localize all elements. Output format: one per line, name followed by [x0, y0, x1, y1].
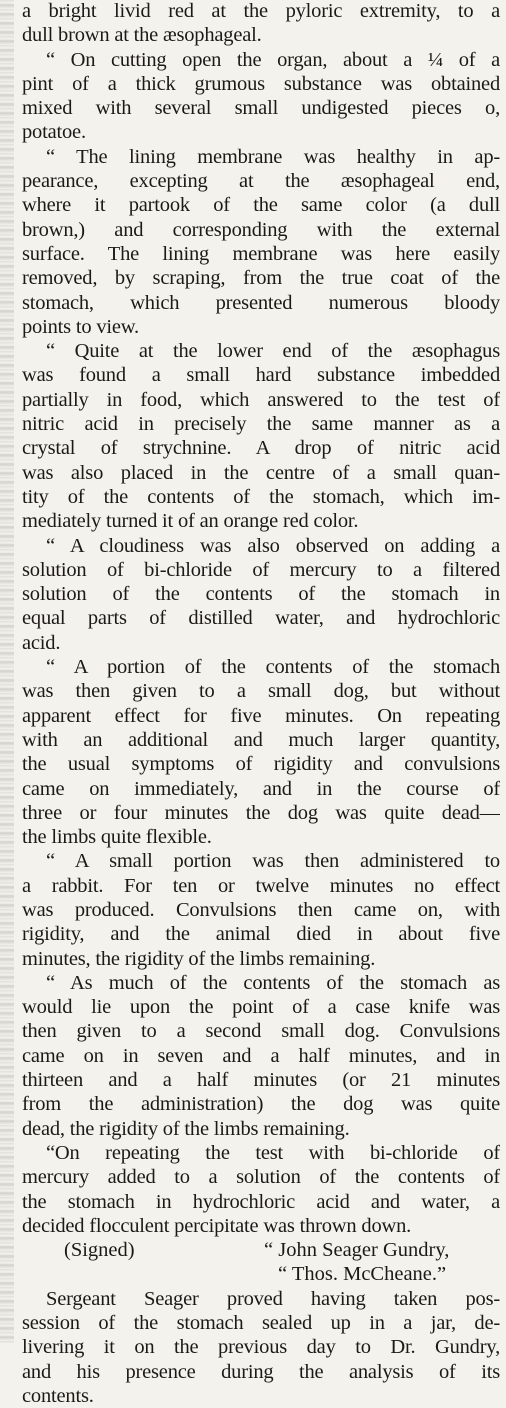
signature-line-2: [22, 1262, 500, 1286]
text-line: solution of bi-chloride of mercury to a filtered: [22, 558, 500, 581]
text-line: “ Quite at the lower end of the æsophagus: [46, 340, 500, 363]
text-line: “ A cloudiness was also observed on adding a: [46, 534, 500, 557]
text-line: the usual symptoms of rigidity and convulsions: [22, 753, 500, 776]
text-line: then given to a second small dog. Convulsions: [22, 1020, 500, 1043]
text-line: “ On cutting open the organ, about a ¼ of a: [46, 48, 500, 71]
text-line: contents.: [22, 1384, 94, 1407]
text-line: equal parts of distilled water, and hydrochloric: [22, 607, 500, 630]
text-line: Sergeant Seager proved having taken pos-: [46, 1287, 500, 1310]
text-line: mercury added to a solution of the contents of: [22, 1166, 500, 1189]
article-column: [22, 0, 500, 1408]
text-line: removed, by scraping, from the true coat of the: [22, 267, 500, 290]
text-line: “ A portion of the contents of the stomach: [46, 656, 500, 679]
text-line: the stomach in hydrochloric acid and water, a: [22, 1190, 500, 1213]
signature-line-1: [22, 1238, 500, 1262]
text-line: would lie upon the point of a case knife was: [22, 996, 500, 1019]
text-line: brown,) and corresponding with the external: [22, 218, 500, 241]
text-line: crystal of strychnine. A drop of nitric acid: [22, 437, 500, 460]
text-line: potatoe.: [22, 121, 86, 144]
text-line: “ As much of the contents of the stomach as: [46, 971, 500, 994]
text-line: “On repeating the test with bi-chloride of: [46, 1141, 500, 1164]
article-body: [22, 0, 500, 1238]
text-line: from the administration) the dog was quite: [22, 1093, 500, 1116]
text-line: partially in food, which answered to the test of: [22, 388, 500, 411]
text-line: “ A small portion was then administered to: [46, 850, 500, 873]
text-line: nitric acid in precisely the same manner as a: [22, 413, 500, 436]
article-closing-paragraph: [22, 1287, 500, 1408]
text-line: was also placed in the centre of a small quan-: [22, 461, 500, 484]
text-line: pint of a thick grumous substance was obtained: [22, 72, 500, 95]
text-line: three or four minutes the dog was quite dead—: [22, 801, 500, 824]
text-line: with an additional and much larger quantity,: [22, 728, 500, 751]
text-line: came on immediately, and in the course of: [22, 777, 500, 800]
text-line: dull brown at the æsophageal.: [22, 24, 262, 47]
signatory-name-1: “ John Seager Gundry,: [264, 1239, 450, 1262]
text-line: apparent effect for five minutes. On repeating: [22, 704, 500, 727]
signature-label: (Signed): [64, 1239, 135, 1262]
text-line: the limbs quite flexible.: [22, 826, 212, 849]
text-line: surface. The lining membrane was here easily: [22, 242, 500, 265]
text-line: was produced. Convulsions then came on, with: [22, 898, 500, 921]
text-line: session of the stomach sealed up in a jar, de-: [22, 1312, 500, 1335]
text-line: rigidity, and the animal died in about five: [22, 923, 500, 946]
text-line: minutes, the rigidity of the limbs remaining.: [22, 947, 376, 970]
text-line: mixed with several small undigested pieces o,: [22, 97, 500, 120]
text-line: solution of the contents of the stomach in: [22, 583, 500, 606]
text-line: a bright livid red at the pyloric extremity, to a: [22, 0, 500, 22]
scan-edge-shadow: [0, 0, 14, 1343]
text-line: came on in seven and a half minutes, and in: [22, 1044, 500, 1067]
text-line: dead, the rigidity of the limbs remaining.: [22, 1117, 350, 1140]
signatory-name-2: “ Thos. McCheane.”: [278, 1263, 447, 1286]
text-line: decided flocculent percipitate was thrown down.: [22, 1214, 412, 1237]
text-line: “ The lining membrane was healthy in ap-: [46, 145, 500, 168]
text-line: where it partook of the same color (a dull: [22, 194, 500, 217]
text-line: acid.: [22, 631, 61, 654]
text-line: and his presence during the analysis of its: [22, 1360, 500, 1383]
text-line: stomach, which presented numerous bloody: [22, 291, 500, 314]
text-line: tity of the contents of the stomach, which im-: [22, 485, 500, 508]
text-line: mediately turned it of an orange red color.: [22, 510, 359, 533]
text-line: was found a small hard substance imbedded: [22, 364, 500, 387]
text-line: thirteen and a half minutes (or 21 minutes: [22, 1069, 500, 1092]
text-line: livering it on the previous day to Dr. Gundry,: [22, 1336, 500, 1359]
text-line: a rabbit. For ten or twelve minutes no effect: [22, 874, 500, 897]
text-line: pearance, excepting at the æsophageal end,: [22, 170, 500, 193]
text-line: points to view.: [22, 315, 139, 338]
text-line: was then given to a small dog, but without: [22, 680, 500, 703]
